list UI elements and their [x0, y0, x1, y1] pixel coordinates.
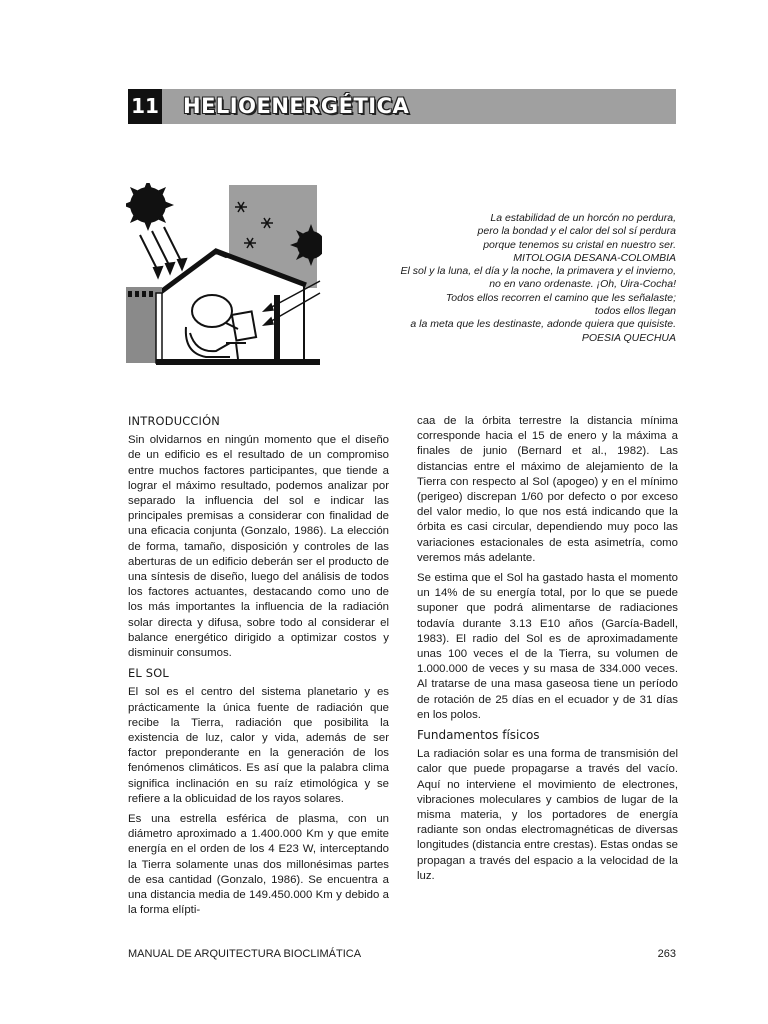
epigraph-line: Todos ellos recorren el camino que les señalaste;: [445, 291, 676, 304]
chapter-header: [128, 89, 676, 124]
left-column: [128, 414, 389, 924]
section-heading-introduccion: INTRODUCCIÓN: [128, 414, 220, 428]
footer-title: MANUAL DE ARQUITECTURA BIOCLIMÁTICA: [128, 948, 362, 960]
section-heading-el-sol: EL SOL: [128, 666, 169, 681]
epigraph-line: no en vano ordenaste. ¡Oh, Uira-Cocha!: [489, 278, 676, 291]
chapter-number: 11: [128, 89, 162, 124]
paragraph: Es una estrella esférica de plasma, con un diámetro aproximado a 1.400.000 Km y que emite energía en el orden de los 4 E23 W, interceptando la Tierra solamente unas dos millonésimas partes de esa cantidad (Gonzalo, 1986). Se encuentra a una distancia media de 149.450.000 Km y debido a la forma elípti-: [128, 813, 389, 917]
paragraph: El sol es el centro del sistema planetario y es prácticamente la única fuente de radiación que recibe la Tierra, radiación que posibilita la existencia de luz, calor y vida, además de ser factor preponderante en la generación de los fenómenos climáticos. Es así que la palabra clima significa inclinación en su raíz etimológica y se refiere a la oblicuidad de los rayos solares.: [128, 686, 389, 805]
page-number: 263: [657, 948, 676, 960]
epigraph-line: pero la bondad y el calor del sol sí perdura: [477, 225, 676, 238]
epigraph-source: MITOLOGIA DESANA-COLOMBIA: [513, 251, 676, 264]
right-column: [417, 414, 678, 889]
epigraph: [346, 212, 676, 345]
epigraph-line: todos ellos llegan: [594, 305, 676, 318]
epigraph-line: La estabilidad de un horcón no perdura,: [490, 212, 676, 224]
chapter-title: HELIOENERGÉTICA: [183, 94, 410, 118]
paragraph: Sin olvidarnos en ningún momento que el diseño de un edificio es el resultado de un compromiso entre muchos factores participantes, que tiende a lograr el máximo resultado, podemos analizar por separado la influencia del sol e indicar las principales premisas a considerar con finalidad de una eficacia conjunta (Gonzalo, 1986). La elección de forma, tamaño, disposición y controles de las aberturas de un edificio deberán ser el producto de una síntesis de diseño, luego del análisis de todos los factores actuantes, destacando como uno de los más importantes la influencia de la radiación solar directa y difusa, sobre todo al considerar el balance energético dirigido a optimizar costos y disminuir consumos.: [128, 434, 389, 660]
subsection-heading-fundamentos: Fundamentos físicos: [417, 728, 540, 743]
house-sun-illustration: [126, 183, 322, 368]
paragraph: caa de la órbita terrestre la distancia mínima corresponde hacia el 15 de enero y la máxima a finales de junio (Bernard et al., 1982). Las distancias entre el máximo de alejamiento de la Tierra con respecto al Sol (apogeo) y en el mínimo (perigeo) discrepan 1/60 por defecto o por exceso del valor medio, lo que nos está indicando que la órbita es casi circular, dependiendo muy poco las variaciones estacionales de esta asimetría, como veremos más adelante.: [417, 415, 678, 564]
paragraph: Se estima que el Sol ha gastado hasta el momento un 14% de su energía total, por lo que se puede suponer que podrá alimentarse de radiaciones todavía durante 3.13 E10 años (García-Badell, 1983). El radio del Sol es de aproximadamente unas 100 veces el de la Tierra, su volumen de 1.000.000 de veces y su masa de 334.000 veces. Al tratarse de una masa gaseosa tiene un período de rotación de 25 días en el ecuador y de 31 días en los polos.: [417, 572, 678, 721]
paragraph: La radiación solar es una forma de transmisión del calor que puede propagarse a través del vacío. Aquí no interviene el movimiento de electrones, vibraciones moleculares y cambios de lugar de la misma materia, y los portadores de energía radiante son ondas electromagnéticas de diversas longitudes (distancia entre crestas). Estas ondas se propagan a través del espacio a la velocidad de la luz.: [417, 748, 678, 882]
epigraph-line: El sol y la luna, el día y la noche, la primavera y el invierno,: [400, 265, 676, 278]
epigraph-line: porque tenemos su cristal en nuestro ser.: [483, 238, 676, 251]
sun-icon: [126, 183, 174, 231]
epigraph-line: a la meta que les destinaste, adonde quiera que quisiste.: [410, 318, 676, 331]
epigraph-source: POESIA QUECHUA: [581, 331, 676, 344]
